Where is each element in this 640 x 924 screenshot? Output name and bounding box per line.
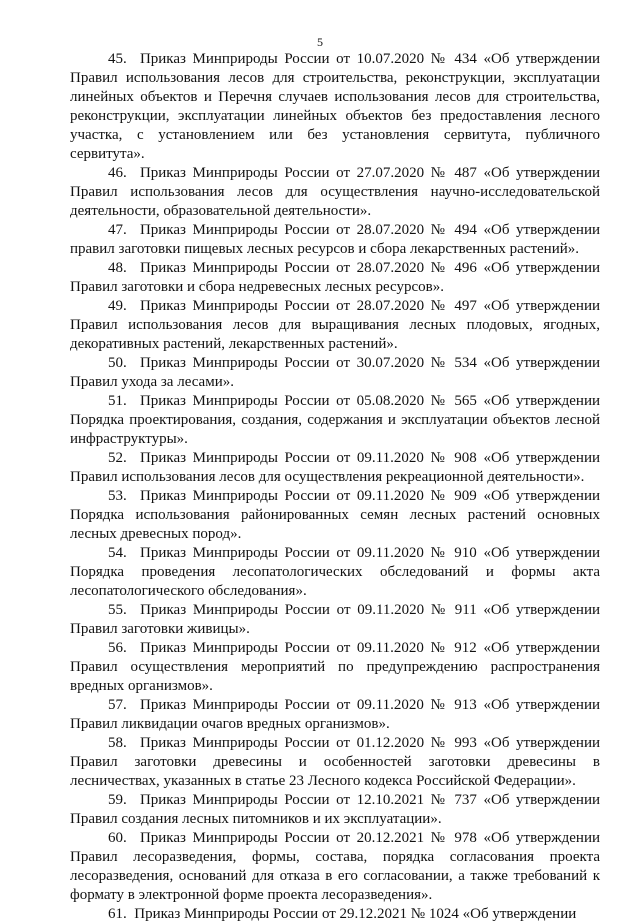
item-text: Приказ Минприроды России от 09.11.2020 № 908 «Об утверждении Правил использования лесов для осуществления рекреационной деятельности».: [70, 450, 600, 485]
item-text: Приказ Минприроды России от 20.12.2021 № 978 «Об утверждении Правил лесоразведения, формы, состава, порядка согласования проекта лесоразведения, оснований для отказа в его согласовании, а также требований к формату в электронной форме проекта лесоразведения».: [70, 830, 600, 903]
item-number: 55.: [108, 602, 127, 618]
list-item: [70, 696, 600, 734]
item-number: 45.: [108, 51, 127, 67]
item-text: Приказ Минприроды России от 10.07.2020 № 434 «Об утверждении Правил использования лесов для строительства, реконструкции, эксплуатации линейных объектов и Перечня случаев использования лесов для строительства, реконструкции, эксплуатации линейных объектов без предоставления лесного участка, с установлением или без установления сервитута, публичного сервитута».: [70, 51, 600, 162]
item-text: Приказ Минприроды России от 09.11.2020 № 910 «Об утверждении Порядка проведения лесопатологических обследований и формы акта лесопатологического обследования».: [70, 545, 600, 599]
list-item: [70, 449, 600, 487]
item-number: 56.: [108, 640, 127, 656]
item-text: Приказ Минприроды России от 27.07.2020 № 487 «Об утверждении Правил использования лесов для осуществления научно-исследовательской деятельности, образовательной деятельности».: [70, 165, 600, 219]
list-item: [70, 164, 600, 221]
item-text: Приказ Минприроды России от 28.07.2020 № 496 «Об утверждении Правил заготовки и сбора недревесных лесных ресурсов».: [70, 260, 600, 295]
list-item: [70, 487, 600, 544]
item-text: Приказ Минприроды России от 05.08.2020 № 565 «Об утверждении Порядка проектирования, создания, содержания и эксплуатации объектов лесной инфраструктуры».: [70, 393, 600, 447]
item-number: 47.: [108, 222, 127, 238]
page-number: 5: [317, 35, 323, 49]
list-item: [70, 392, 600, 449]
item-number: 57.: [108, 697, 127, 713]
list-item: [70, 354, 600, 392]
item-text: Приказ Минприроды России от 09.11.2020 № 913 «Об утверждении Правил ликвидации очагов вредных организмов».: [70, 697, 600, 732]
list-item: [70, 50, 600, 164]
list-item: [70, 259, 600, 297]
list-item: [70, 297, 600, 354]
item-number: 51.: [108, 393, 127, 409]
list-item: [70, 221, 600, 259]
item-number: 48.: [108, 260, 127, 276]
list-item: [70, 544, 600, 601]
list-item: [70, 734, 600, 791]
list-item: [70, 905, 600, 924]
list-item: [70, 791, 600, 829]
list-item: [70, 829, 600, 905]
item-text: Приказ Минприроды России от 09.11.2020 № 911 «Об утверждении Правил заготовки живицы».: [70, 602, 601, 637]
item-text: Приказ Минприроды России от 28.07.2020 № 497 «Об утверждении Правил использования лесов для выращивания лесных плодовых, ягодных, декоративных растений, лекарственных растений».: [70, 298, 600, 352]
item-text: Приказ Минприроды России от 09.11.2020 № 909 «Об утверждении Порядка использования районированных семян лесных растений основных лесных древесных пород».: [70, 488, 600, 542]
item-number: 52.: [108, 450, 127, 466]
item-text: Приказ Минприроды России от 01.12.2020 № 993 «Об утверждении Правил заготовки древесины и особенностей заготовки древесины в лесничествах, указанных в статье 23 Лесного кодекса Российской Федерации».: [70, 735, 600, 789]
list-item: [70, 601, 600, 639]
item-text: Приказ Минприроды России от 30.07.2020 № 534 «Об утверждении Правил ухода за лесами».: [70, 355, 600, 390]
item-text: Приказ Минприроды России от 28.07.2020 № 494 «Об утверждении правил заготовки пищевых лесных ресурсов и сбора лекарственных растений».: [70, 222, 600, 257]
item-text: Приказ Минприроды России от 12.10.2021 № 737 «Об утверждении Правил создания лесных питомников и их эксплуатации».: [70, 792, 600, 827]
item-number: 49.: [108, 298, 127, 314]
item-text: Приказ Минприроды России от 29.12.2021 № 1024 «Об утверждении: [134, 906, 577, 922]
item-number: 60.: [108, 830, 127, 846]
list-item: [70, 639, 600, 696]
item-number: 54.: [108, 545, 127, 561]
item-number: 53.: [108, 488, 127, 504]
item-number: 59.: [108, 792, 127, 808]
item-number: 58.: [108, 735, 127, 751]
item-number: 50.: [108, 355, 127, 371]
item-text: Приказ Минприроды России от 09.11.2020 № 912 «Об утверждении Правил осуществления мероприятий по предупреждению распространения вредных организмов».: [70, 640, 600, 694]
order-list: [70, 50, 600, 924]
item-number: 61.: [108, 906, 127, 922]
item-number: 46.: [108, 165, 127, 181]
